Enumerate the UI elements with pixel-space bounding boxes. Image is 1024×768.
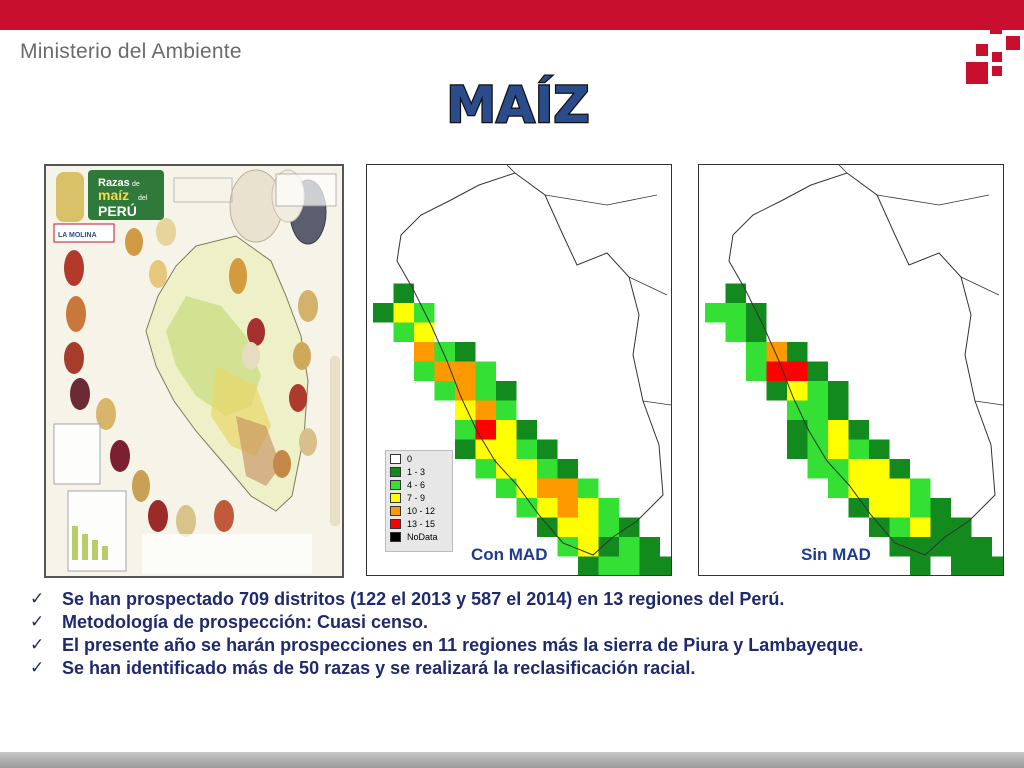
bullet-item: ✓ Metodología de prospección: Cuasi censo. (30, 612, 429, 632)
map-grid-cell (808, 401, 829, 421)
map-grid-cell (787, 342, 808, 362)
check-icon: ✓ (30, 635, 45, 655)
map-grid-cell (869, 459, 890, 479)
map-grid-cell (890, 479, 911, 499)
map-grid-cell (517, 459, 538, 479)
map-grid-cell (496, 420, 517, 440)
map-grid-cell (828, 459, 849, 479)
map-grid-cell (931, 498, 952, 518)
poster-title-1: Razas (98, 177, 130, 189)
map-grid-cell (558, 459, 579, 479)
poster-title-4: del (138, 195, 148, 202)
map-grid-cell (578, 518, 599, 538)
bullet-item: ✓ El presente año se harán prospecciones en 11 regiones más la sierra de Piura y Lambayeque. (30, 635, 864, 655)
map-grid-cell (849, 440, 870, 460)
map-grid-cell (599, 557, 620, 577)
map-grid-cell (787, 401, 808, 421)
map-grid-cell (787, 362, 808, 382)
legend-item-1: 1 - 3 (390, 466, 425, 478)
map-grid-cell (910, 479, 931, 499)
check-icon: ✓ (30, 589, 45, 609)
map-grid-cell (640, 557, 661, 577)
border-lines (839, 165, 1003, 405)
map-grid-cell (455, 342, 476, 362)
check-icon: ✓ (30, 658, 45, 678)
map-grid-cell (787, 420, 808, 440)
poster-title-2: de (132, 181, 140, 188)
bullet-item: ✓ Se han prospectado 709 distritos (122 el 2013 y 587 el 2014) en 13 regiones del Perú. (30, 589, 785, 609)
map-grid-cell (578, 557, 599, 577)
map-grid-cell (394, 284, 415, 304)
map-grid-cell (476, 440, 497, 460)
map-grid-cell (537, 498, 558, 518)
map-label-sin-mad: Sin MAD (801, 545, 871, 564)
map-grid-cell (394, 303, 415, 323)
map-grid-cell (619, 518, 640, 538)
map-grid-cell (951, 518, 972, 538)
map-grid-cell (558, 498, 579, 518)
map-grid-cell (849, 420, 870, 440)
poster-title-5: PERÚ (98, 203, 137, 219)
map-grid-cell (476, 420, 497, 440)
map-grid-cell (496, 459, 517, 479)
map-grid-cell (435, 342, 456, 362)
map-grid-cell (849, 459, 870, 479)
map-grid-cell (746, 342, 767, 362)
map-grid-cell (476, 362, 497, 382)
map-grid-cell (435, 381, 456, 401)
map-grid-cell (558, 518, 579, 538)
map-grid-cell (476, 459, 497, 479)
map-grid-cell (373, 303, 394, 323)
map-legend (385, 450, 453, 552)
map-grid-cell (705, 303, 726, 323)
legend-swatch-6 (390, 532, 401, 542)
map-grid-cell (455, 420, 476, 440)
map-grid-cell (599, 498, 620, 518)
header-accent-bar (0, 0, 1024, 30)
map-grid-cell (455, 401, 476, 421)
border-lines (507, 165, 671, 405)
legend-swatch-4 (390, 506, 401, 516)
map-grid-cell (414, 303, 435, 323)
map-grid-cell (746, 303, 767, 323)
check-icon: ✓ (30, 612, 45, 632)
map-grid-cell (476, 401, 497, 421)
corn-races-poster (44, 164, 344, 578)
map-grid-cell (476, 381, 497, 401)
map-grid-cell (726, 323, 747, 343)
map-grid-cell (414, 362, 435, 382)
map-grid-cell (660, 557, 672, 577)
map-grid-cell (726, 284, 747, 304)
slide-title-text: MAÍZ (446, 76, 590, 132)
map-grid-cell (619, 537, 640, 557)
map-grid-cell (619, 557, 640, 577)
legend-swatch-3 (390, 493, 401, 503)
map-grid-cell (828, 440, 849, 460)
map-grid-cell (435, 362, 456, 382)
map-grid-cell (828, 420, 849, 440)
map-grid-cell (828, 381, 849, 401)
map-label-con-mad: Con MAD (471, 545, 548, 564)
map-grid-cell (767, 362, 788, 382)
map-grid-cell (455, 440, 476, 460)
footer-bar (0, 752, 1024, 768)
map-grid-cell (931, 557, 952, 577)
map-grid-cell (869, 479, 890, 499)
map-grid-cell (951, 537, 972, 557)
map-grid-cell (767, 381, 788, 401)
map-grid-cell (599, 518, 620, 538)
map-grid-cell (787, 440, 808, 460)
legend-swatch-2 (390, 480, 401, 490)
map-grid-cell (972, 557, 993, 577)
map-grid-cell (537, 479, 558, 499)
map-grid-cell (808, 440, 829, 460)
map-grid-cell (517, 420, 538, 440)
map-grid-cell (455, 362, 476, 382)
map-con-mad (366, 164, 672, 576)
map-grid-cell (808, 362, 829, 382)
map-grid-cell (869, 440, 890, 460)
map-grid-cell (808, 459, 829, 479)
legend-item-5: 13 - 15 (390, 518, 435, 530)
map-grid-cell (972, 537, 993, 557)
map-grid-cell (910, 498, 931, 518)
map-grid-cell (578, 479, 599, 499)
map-grid-cell (746, 362, 767, 382)
map-grid-cell (910, 518, 931, 538)
map-grid-cell (931, 518, 952, 538)
map-sin-mad (698, 164, 1004, 576)
legend-swatch-0 (390, 454, 401, 464)
map-grid-cell (808, 420, 829, 440)
legend-item-3: 7 - 9 (390, 492, 425, 504)
poster-title-3: maíz (98, 187, 130, 203)
map-grid-cell (808, 381, 829, 401)
bullet-list (30, 588, 1010, 680)
legend-item-2: 4 - 6 (390, 479, 425, 491)
map-grid-cell (869, 498, 890, 518)
map-grid-cell (394, 323, 415, 343)
map-grid-cell (578, 498, 599, 518)
map-grid-cell (537, 440, 558, 460)
map-grid-cell (910, 557, 931, 577)
legend-item-0: 0 (390, 453, 412, 465)
ministry-name: Ministerio del Ambiente (20, 40, 242, 63)
map-grid-cell (558, 479, 579, 499)
legend-item-6: NoData (390, 531, 438, 543)
legend-swatch-1 (390, 467, 401, 477)
map-grid-cell (537, 459, 558, 479)
map-grid-cell (517, 440, 538, 460)
map-grid-cell (726, 303, 747, 323)
map-grid-cell (414, 342, 435, 362)
map-grid-cell (951, 557, 972, 577)
legend-item-4: 10 - 12 (390, 505, 435, 517)
map-grid-cell (767, 342, 788, 362)
map-grid-cell (828, 401, 849, 421)
map-grid-cell (496, 440, 517, 460)
map-grid-cell (869, 518, 890, 538)
bullet-item: ✓ Se han identificado más de 50 razas y se realizará la reclasificación racial. (30, 658, 696, 678)
map-grid-cell (890, 498, 911, 518)
poster-logo-text: LA MOLINA (58, 232, 97, 239)
map-grid-cell (890, 459, 911, 479)
legend-swatch-5 (390, 519, 401, 529)
slide-title (0, 72, 1024, 132)
map-grid-cell (496, 381, 517, 401)
poster-cob-icon (56, 172, 84, 222)
map-grid-cell (640, 537, 661, 557)
grid-map-right (699, 165, 1004, 576)
map-grid-cell (496, 401, 517, 421)
map-grid-cell (890, 518, 911, 538)
map-grid-cell (992, 557, 1004, 577)
map-grid-cell (537, 518, 558, 538)
